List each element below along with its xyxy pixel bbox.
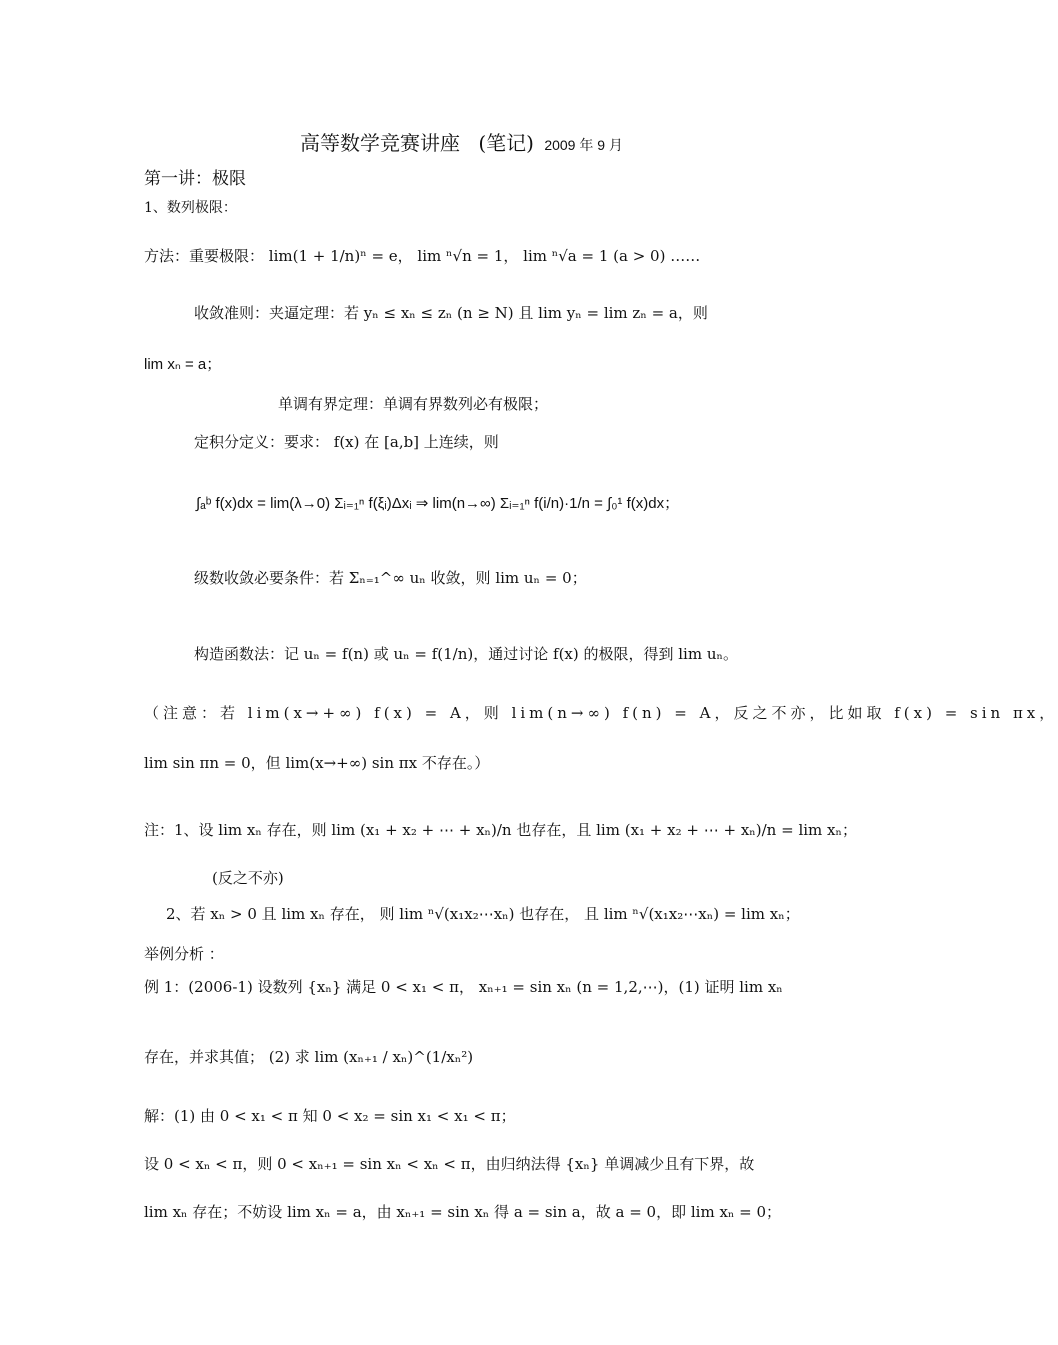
lecture-heading: 第一讲：极限 — [144, 169, 246, 189]
example-1-line-1: 例 1：(2006-1) 设数列 {xₙ} 满足 0 < x₁ < π， xₙ₊₁ = sin xₙ (n = 1,2,⋯)，(1) 证明 lim xₙ — [144, 978, 783, 996]
solution-line-3: lim xₙ 存在；不妨设 lim xₙ = a，由 xₙ₊₁ = sin xₙ 得 a = sin a，故 a = 0，即 lim xₙ = 0； — [144, 1203, 782, 1221]
monotone-theorem: 单调有界定理：单调有界数列必有极限； — [278, 395, 549, 413]
integral-formula: ∫ₐᵇ f(x)dx = lim(λ→0) Σᵢ₌₁ⁿ f(ξᵢ)Δxᵢ ⇒ lim(n→∞) Σᵢ₌₁ⁿ f(i/n)·1/n = ∫₀¹ f(x)dx； — [196, 495, 680, 512]
title-main: 高等数学竞赛讲座 — [300, 131, 460, 155]
squeeze-theorem: 收敛准则：夹逼定理：若 yₙ ≤ xₙ ≤ zₙ (n ≥ N) 且 lim yₙ = lim zₙ = a，则 — [194, 304, 708, 322]
series-condition: 级数收敛必要条件：若 Σₙ₌₁^∞ uₙ 收敛，则 lim uₙ = 0； — [194, 569, 587, 587]
title-note: (笔记) — [478, 131, 534, 155]
note-1: 注：1、设 lim xₙ 存在，则 lim (x₁ + x₂ + ⋯ + xₙ)/n 也存在，且 lim (x₁ + x₂ + ⋯ + xₙ)/n = lim xₙ； — [144, 821, 857, 839]
solution-line-2: 设 0 < xₙ < π，则 0 < xₙ₊₁ = sin xₙ < xₙ < π，由归纳法得 {xₙ} 单调减少且有下界，故 — [144, 1155, 755, 1173]
construct-function: 构造函数法：记 uₙ = f(n) 或 uₙ = f(1/n)，通过讨论 f(x) 的极限，得到 lim uₙ。 — [194, 645, 739, 663]
example-1-line-2: 存在，并求其值； (2) 求 lim (xₙ₊₁ / xₙ)^(1/xₙ²) — [144, 1048, 474, 1066]
integral-requirement: 定积分定义：要求： f(x) 在 [a,b] 上连续，则 — [194, 433, 499, 451]
squeeze-conclusion: lim xₙ = a； — [144, 356, 222, 373]
examples-heading: 举例分析 ： — [144, 945, 224, 963]
solution-line-1: 解：(1) 由 0 < x₁ < π 知 0 < x₂ = sin x₁ < x₁ < π； — [144, 1107, 516, 1125]
caution-line-2: lim sin πn = 0，但 lim(x→+∞) sin πx 不存在。） — [144, 754, 490, 772]
note-2: 2、若 xₙ > 0 且 lim xₙ 存在， 则 lim ⁿ√(x₁x₂⋯xₙ) 也存在， 且 lim ⁿ√(x₁x₂⋯xₙ) = lim xₙ； — [166, 905, 800, 923]
note-converse: (反之不亦) — [212, 869, 284, 887]
title-date: 2009 年 9 月 — [544, 137, 623, 153]
caution-line-1: （注意：若 lim(x→+∞) f(x) = A，则 lim(n→∞) f(n) = A，反之不亦，比如取 f(x) = sin πx， — [144, 704, 1058, 722]
document-title — [300, 130, 623, 158]
important-limits: 方法：重要极限： lim(1 + 1/n)ⁿ = e， lim ⁿ√n = 1， lim ⁿ√a = 1 (a > 0) …… — [144, 247, 701, 265]
section-heading: 1、数列极限： — [144, 200, 237, 216]
